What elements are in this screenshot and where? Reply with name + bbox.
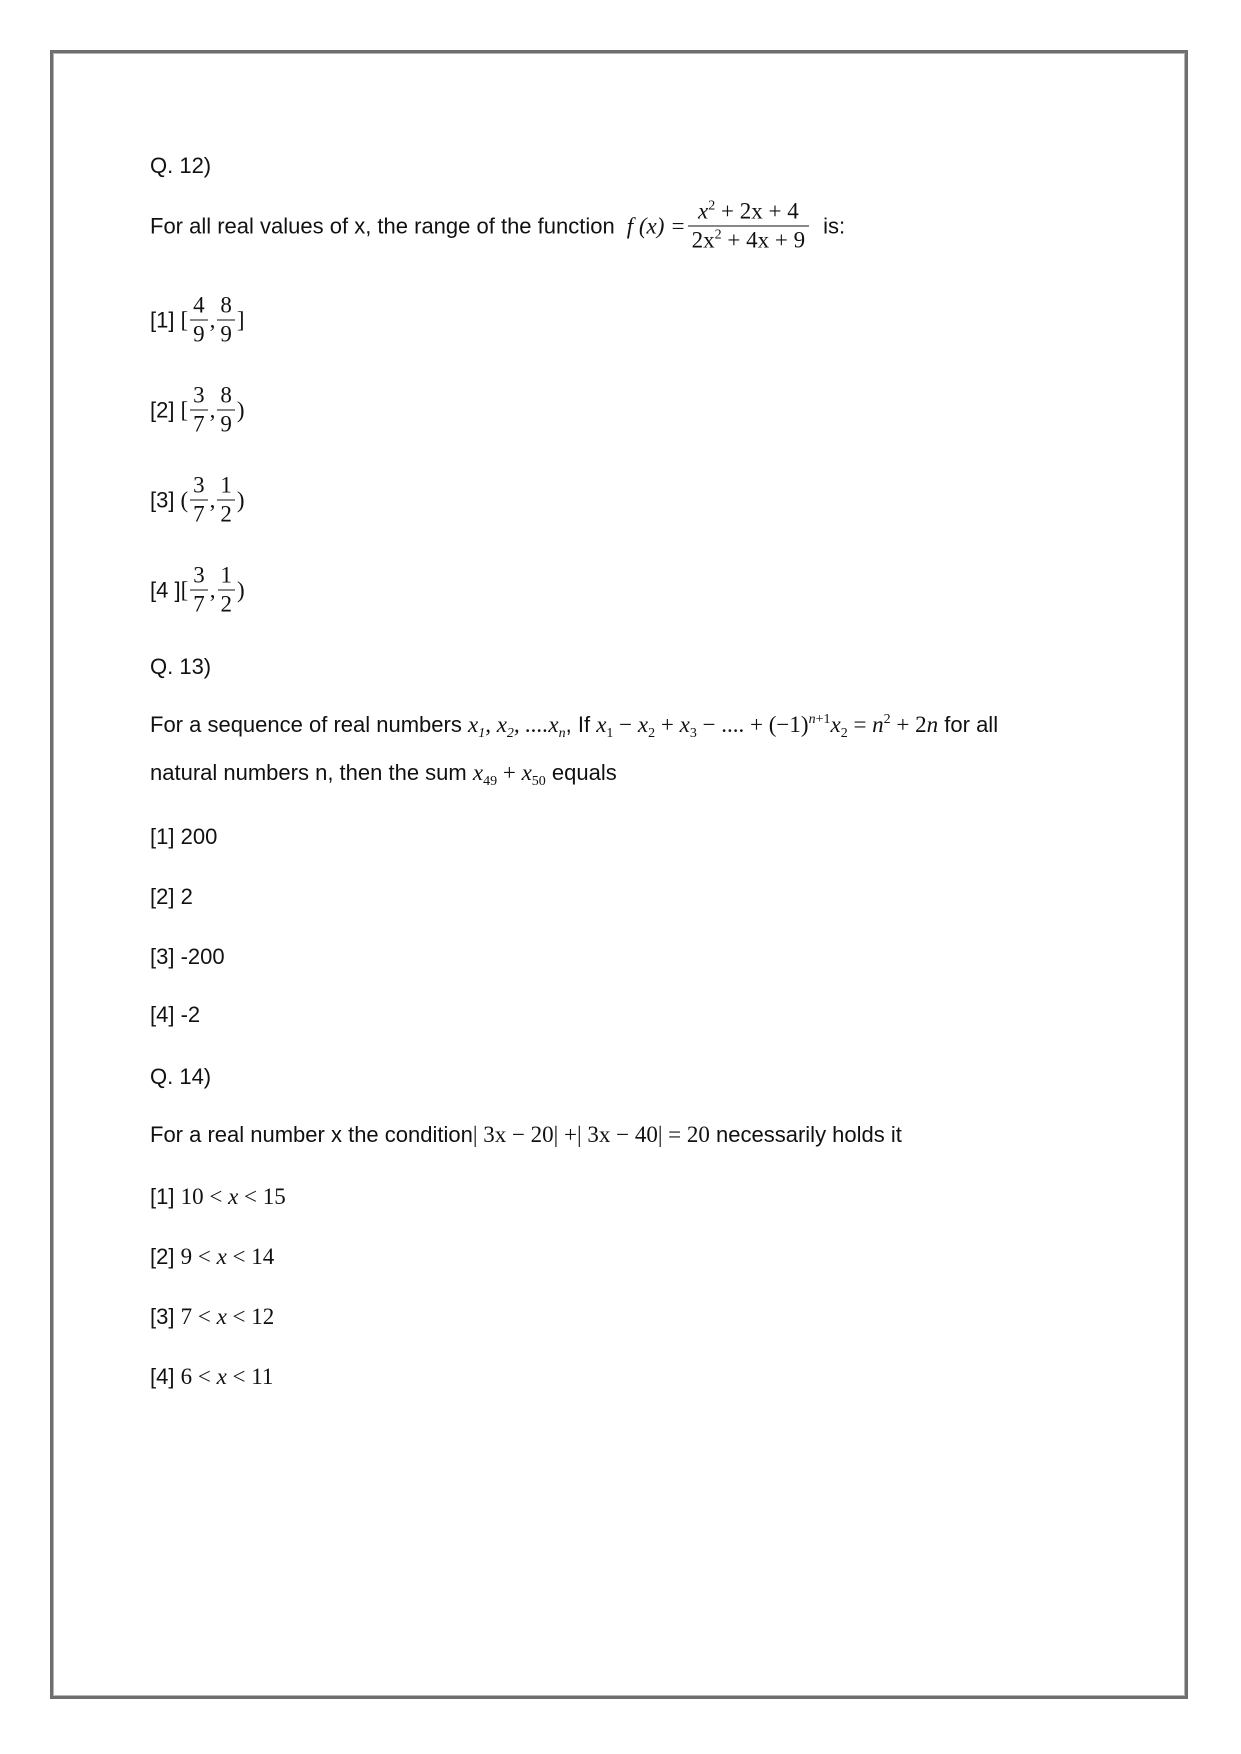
question-12-option-3: [3] ( $\frac{3}{7}$ , $\frac{1}{2}$ )	[150, 472, 245, 527]
question-13-stem-text-2: natural numbers n, then the sum	[150, 760, 467, 785]
option-fraction: $\frac{1}{2}$	[218, 563, 236, 618]
function-denominator: $2x^2 + 4x + 9$	[688, 226, 809, 254]
option-label: [4 ]	[150, 577, 181, 602]
option-fraction: $\frac{3}{7}$	[190, 473, 208, 528]
question-14-stem	[150, 1120, 902, 1150]
question-12-option-4: [4 ] [ $\frac{3}{7}$ , $\frac{1}{2}$ )	[150, 562, 245, 617]
question-13-stem-equals: equals	[551, 760, 617, 785]
option-label: [2]	[150, 397, 175, 422]
absolute-value-condition: | 3x − 20| +| 3x − 40| = 20	[472, 1122, 710, 1147]
question-12-option-1: [1] [ $\frac{4}{9}$ , $\frac{8}{9}$ ]	[150, 292, 245, 347]
question-14-option-4: [4] 6 < x < 11	[150, 1364, 274, 1389]
question-13-stem-for-all: for all	[944, 712, 999, 737]
interval-close: )	[237, 577, 245, 602]
option-fraction: $\frac{3}{7}$	[190, 563, 208, 618]
question-12-stem-end: is:	[823, 213, 846, 238]
alternating-sum-expression: $x_1 - x_2 + x_3$ − .... + $(-1)^{n+1}x_2 = n^2 + 2n$	[596, 711, 939, 741]
option-label: [1]	[150, 307, 175, 332]
function-fraction	[688, 199, 809, 254]
question-13-option-3: [3] -200	[150, 944, 225, 969]
question-13-stem-line-2	[150, 758, 617, 788]
sequence-expression: $x_1$, $x_2$, $....x_n$	[467, 712, 566, 741]
question-14-stem-end: necessarily holds it	[716, 1122, 902, 1147]
question-12-label: Q. 12)	[150, 153, 212, 178]
function-lhs: f (x) =	[626, 213, 686, 238]
interval-open: [	[180, 307, 189, 332]
option-fraction: $\frac{8}{9}$	[217, 293, 235, 348]
question-12-stem	[150, 199, 845, 254]
interval-open: [	[180, 397, 189, 422]
interval-close: )	[236, 397, 245, 422]
option-fraction: $\frac{1}{2}$	[217, 473, 235, 528]
interval-open: [	[180, 577, 189, 602]
interval-close: )	[236, 487, 245, 512]
question-13-option-2: [2] 2	[150, 884, 193, 909]
interval-open: (	[180, 487, 189, 512]
function-numerator: $x^2 + 2x + 4$	[698, 198, 799, 224]
question-13-stem-if: , If	[565, 712, 591, 737]
option-fraction: $\frac{4}{9}$	[190, 293, 208, 348]
question-14-stem-text: For a real number x the condition	[150, 1122, 473, 1147]
question-14-label: Q. 14)	[150, 1064, 212, 1089]
question-13-stem-line-1	[150, 710, 998, 740]
question-12-stem-text: For all real values of x, the range of the function	[150, 213, 615, 238]
option-fraction: $\frac{3}{7}$	[190, 383, 208, 438]
question-14-option-1: [1] 10 < x < 15	[150, 1184, 286, 1209]
option-fraction: $\frac{8}{9}$	[217, 383, 235, 438]
interval-close: ]	[236, 307, 245, 332]
option-label: [3]	[150, 487, 175, 512]
question-13-option-1: [1] 200	[150, 824, 218, 849]
question-14-option-3: [3] 7 < x < 12	[150, 1304, 275, 1329]
question-13-option-4: [4] -2	[150, 1002, 201, 1027]
question-13-stem-text: For a sequence of real numbers	[150, 712, 462, 737]
question-12-option-2: [2] [ $\frac{3}{7}$ , $\frac{8}{9}$ )	[150, 382, 245, 437]
question-14-option-2: [2] 9 < x < 14	[150, 1244, 275, 1269]
sum-expression: $x_{49} + x_{50}$	[472, 760, 546, 789]
question-13-label: Q. 13)	[150, 654, 212, 679]
